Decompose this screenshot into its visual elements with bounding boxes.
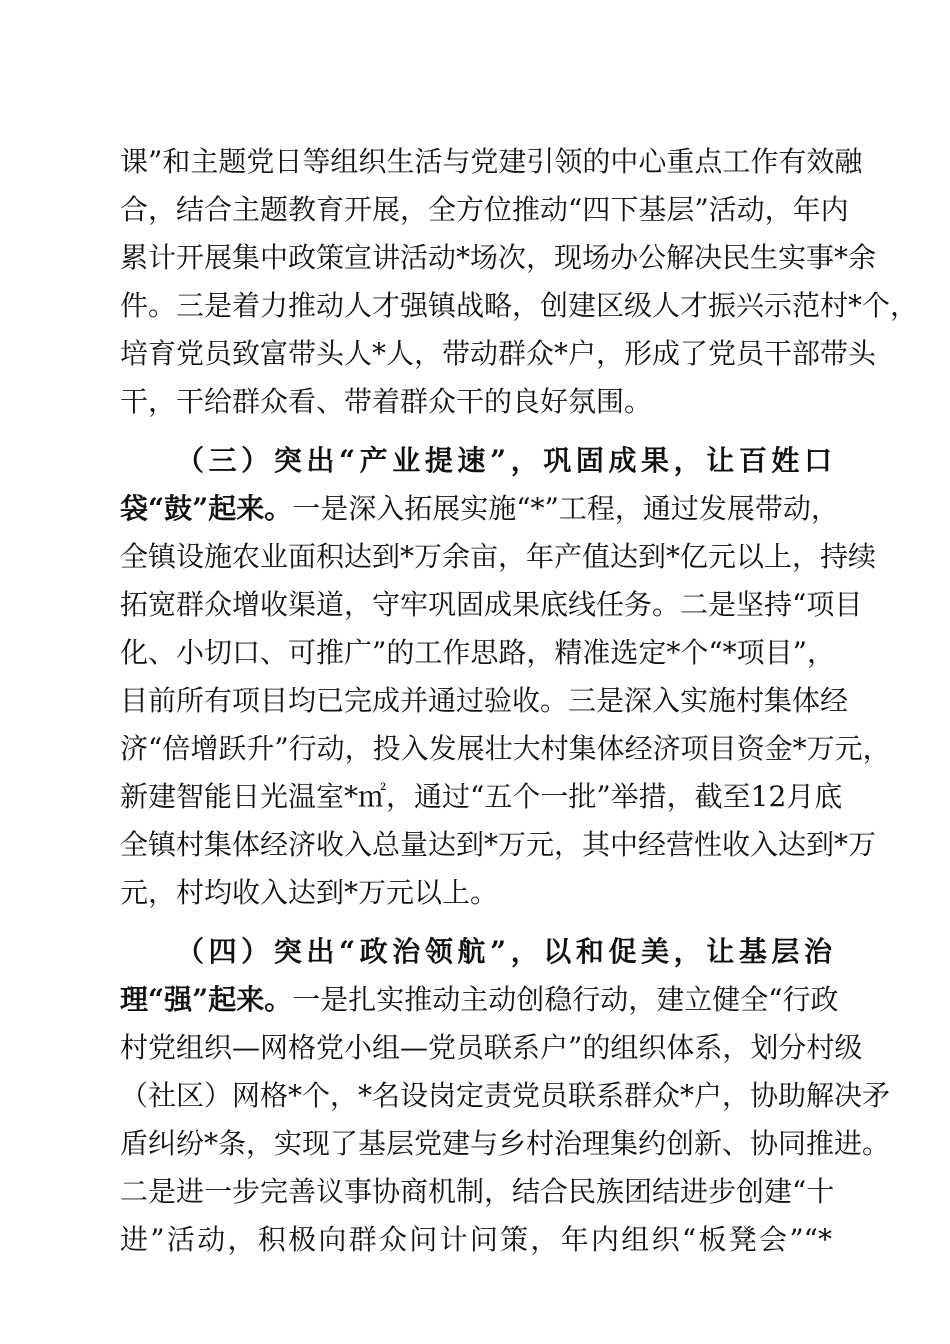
paragraph2-line-7: 济“倍增跃升”行动，投入发展壮大村集体经济项目资金*万元，: [120, 732, 891, 765]
paragraph2-line-6: 目前所有项目均已完成并通过验收。三是深入实施村集体经: [120, 684, 849, 717]
paragraph3-line-2-text: 一是扎实推动主动创稳行动，建立健全“行政: [292, 983, 839, 1016]
paragraph1-line-3: 累计开展集中政策宣讲活动*场次，现场办公解决民生实事*余: [120, 241, 877, 274]
paragraph2-line-2: [120, 489, 839, 529]
paragraph2-line-10: 元，村均收入达到*万元以上。: [120, 876, 499, 909]
paragraph2-line-3: 全镇设施农业面积达到*万余亩，年产值达到*亿元以上，持续: [120, 540, 877, 573]
paragraph3-line-7: 进”活动，积极向群众问计问策，年内组织“板凳会”“*: [120, 1223, 832, 1256]
paragraph1-line-2: 合，结合主题教育开展，全方位推动“四下基层”活动，年内: [120, 193, 849, 226]
paragraph2-line-2-text: 一是深入拓展实施“*”工程，通过发展带动，: [292, 492, 839, 525]
paragraph2-line-4: 拓宽群众增收渠道，守牢巩固成果底线任务。二是坚持“项目: [120, 588, 863, 621]
paragraph3-line-5: 盾纠纷*条，实现了基层党建与乡村治理集约创新、协同推进。: [120, 1127, 891, 1160]
paragraph1-line-6: 干，干给群众看、带着群众干的良好氛围。: [120, 385, 653, 418]
paragraph1-line-4: 件。三是着力推动人才强镇战略，创建区级人才振兴示范村*个，: [120, 289, 919, 322]
paragraph3-heading-end: 理“强”起来。: [120, 983, 293, 1016]
paragraph2-heading-end: 袋“鼓”起来。: [120, 492, 293, 525]
paragraph3-line-2: [120, 980, 839, 1020]
paragraph2-heading: （三）突出“产业提速”，巩固成果，让百姓口: [176, 444, 832, 477]
paragraph3-heading: （四）突出“政治领航”，以和促美，让基层治: [176, 935, 832, 968]
paragraph2-line-8: 新建智能日光温室*㎡，通过“五个一批”举措，截至12月底: [120, 780, 843, 813]
paragraph2-line-5: 化、小切口、可推广”的工作思路，精准选定*个“*项目”，: [120, 636, 835, 669]
paragraph3-line-3: 村党组织—网格党小组—党员联系户”的组织体系，划分村级: [120, 1031, 863, 1064]
paragraph1-line-1: 课”和主题党日等组织生活与党建引领的中心重点工作有效融: [120, 145, 863, 178]
paragraph1-line-5: 培育党员致富带头人*人，带动群众*户，形成了党员干部带头: [120, 337, 877, 370]
paragraph2-line-9: 全镇村集体经济收入总量达到*万元，其中经营性收入达到*万: [120, 828, 877, 861]
paragraph3-line-6: 二是进一步完善议事协商机制，结合民族团结进步创建“十: [120, 1175, 835, 1208]
paragraph3-line-4: （社区）网格*个，*名设岗定责党员联系群众*户，协助解决矛: [120, 1079, 891, 1112]
